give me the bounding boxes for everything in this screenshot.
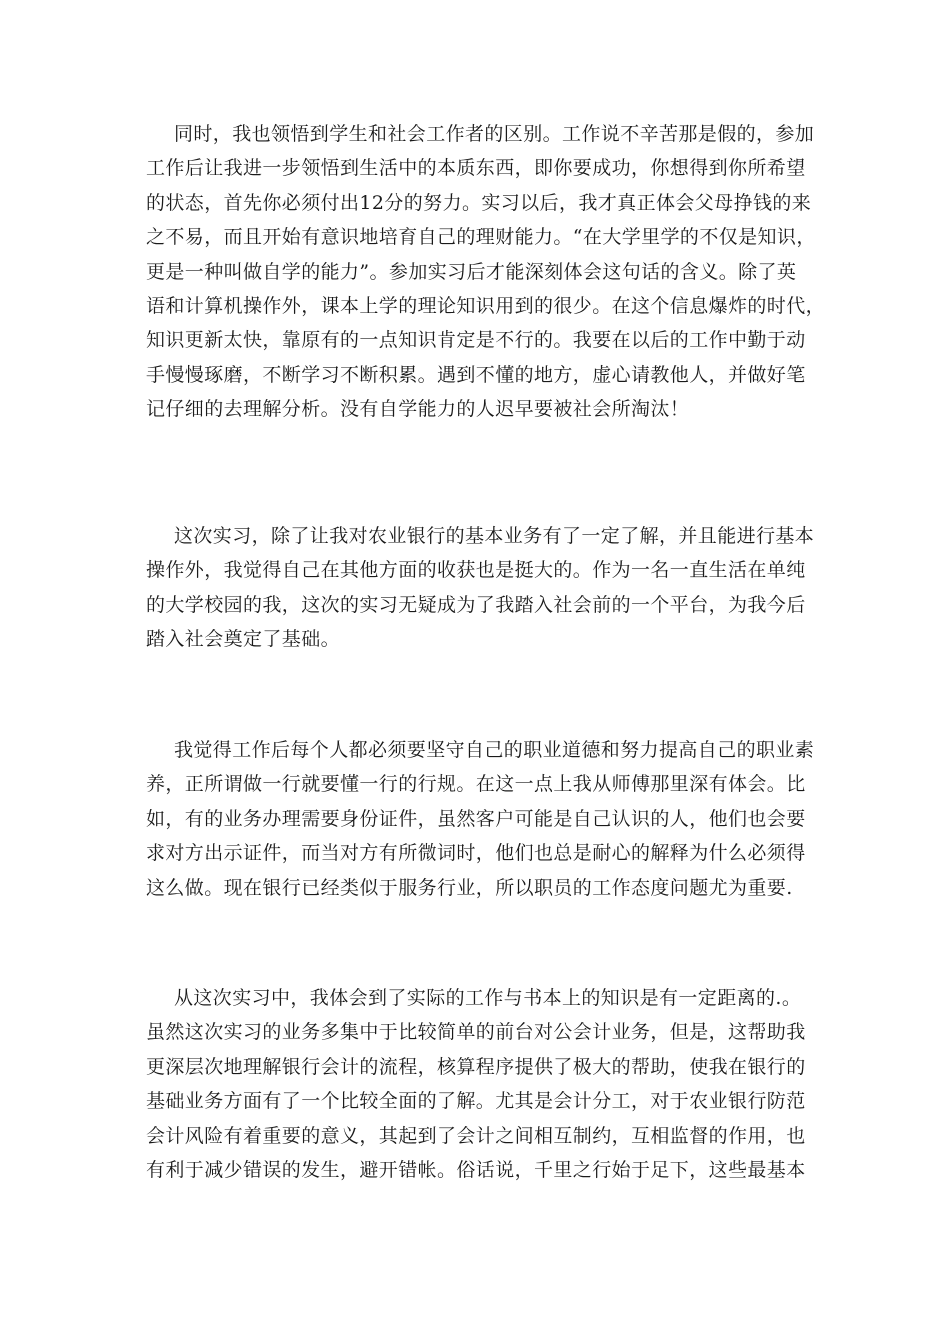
paragraph-line: 知识更新太快，靠原有的一点知识肯定是不行的。我要在以后的工作中勤于动 (146, 329, 806, 352)
paragraph-line: 有利于减少错误的发生，避开错帐。俗话说，千里之行始于足下，这些最基本 (146, 1159, 806, 1182)
paragraph-line: 我觉得工作后每个人都必须要坚守自己的职业道德和努力提高自己的职业素 (174, 739, 815, 761)
paragraph-line: 求对方出示证件，而当对方有所微词时，他们也总是耐心的解释为什么必须得 (146, 842, 806, 865)
paragraph-line: 语和计算机操作外，课本上学的理论知识用到的很少。在这个信息爆炸的时代， (146, 295, 826, 318)
paragraph-line: 这么做。现在银行已经类似于服务行业，所以职员的工作态度问题尤为重要. (146, 876, 793, 899)
paragraph-line: 踏入社会奠定了基础。 (146, 628, 341, 651)
paragraph-line: 更是一种叫做自学的能力”。参加实习后才能深刻体会这句话的含义。除了英 (146, 260, 797, 283)
paragraph-line: 同时，我也领悟到学生和社会工作者的区别。工作说不辛苦那是假的，参加 (174, 123, 815, 145)
paragraph-line: 基础业务方面有了一个比较全面的了解。尤其是会计分工，对于农业银行防范 (146, 1090, 806, 1113)
paragraph-line: 虽然这次实习的业务多集中于比较简单的前台对公会计业务，但是，这帮助我 (146, 1021, 806, 1044)
paragraph-1 (146, 117, 826, 427)
paragraph-2 (146, 519, 816, 657)
paragraph-line: 这次实习，除了让我对农业银行的基本业务有了一定了解，并且能进行基本 (174, 525, 815, 547)
paragraph-line: 工作后让我进一步领悟到生活中的本质东西，即你要成功，你想得到你所希望 (146, 157, 806, 180)
paragraph-3 (146, 733, 816, 905)
paragraph-line: 从这次实习中，我体会到了实际的工作与书本上的知识是有一定距离的.。 (174, 987, 802, 1009)
paragraph-line: 的大学校园的我，这次的实习无疑成为了我踏入社会前的一个平台，为我今后 (146, 593, 806, 616)
paragraph-line: 之不易，而且开始有意识地培育自己的理财能力。“在大学里学的不仅是知识， (146, 226, 816, 249)
paragraph-line: 如，有的业务办理需要身份证件，虽然客户可能是自己认识的人，他们也会要 (146, 807, 806, 830)
paragraph-line: 记仔细的去理解分析。没有自学能力的人迟早要被社会所淘汰！ (146, 398, 690, 421)
paragraph-line: 会计风险有着重要的意义，其起到了会计之间相互制约，互相监督的作用，也 (146, 1124, 806, 1147)
paragraph-line: 养，正所谓做一行就要懂一行的行规。在这一点上我从师傅那里深有体会。比 (146, 773, 806, 796)
paragraph-line: 更深层次地理解银行会计的流程，核算程序提供了极大的帮助，使我在银行的 (146, 1055, 806, 1078)
paragraph-line: 手慢慢琢磨，不断学习不断积累。遇到不懂的地方，虚心请教他人，并做好笔 (146, 363, 806, 386)
paragraph-4 (146, 981, 816, 1187)
paragraph-line: 的状态，首先你必须付出12分的努力。实习以后，我才真正体会父母挣钱的来 (146, 191, 812, 214)
paragraph-line: 操作外，我觉得自己在其他方面的收获也是挺大的。作为一名一直生活在单纯 (146, 559, 806, 582)
